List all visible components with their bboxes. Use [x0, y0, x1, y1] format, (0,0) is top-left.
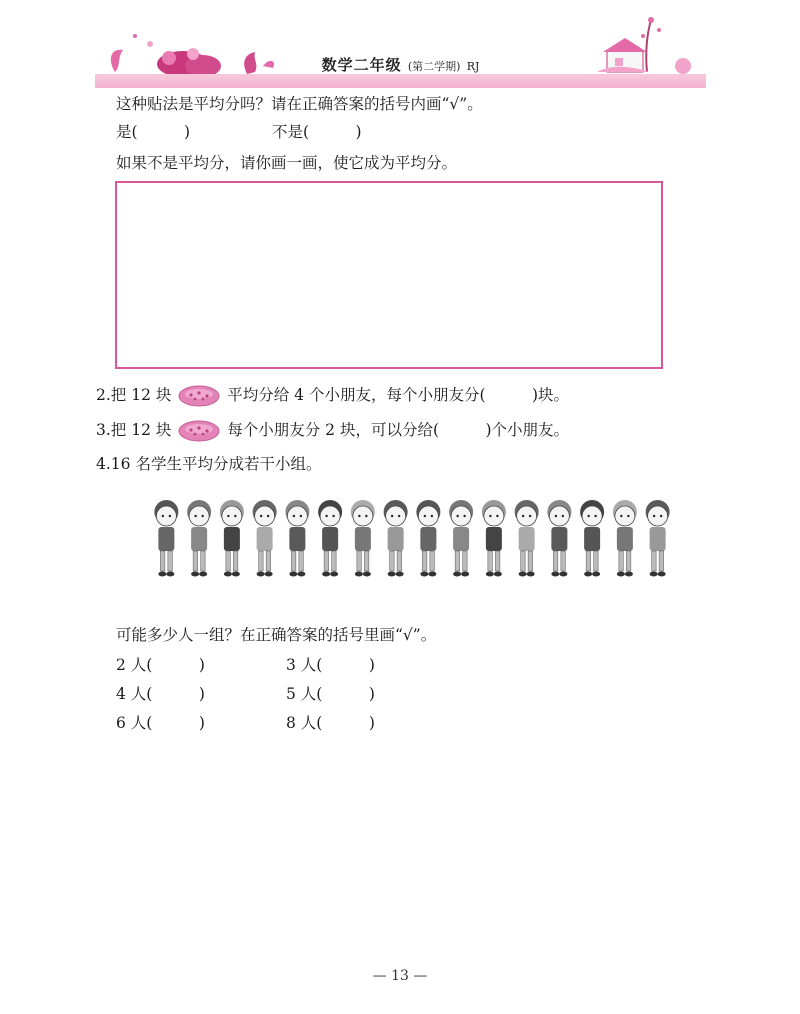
child-figure: [482, 500, 506, 577]
header-band: [95, 74, 706, 88]
book-edition: RJ: [466, 60, 480, 73]
header-title: [95, 54, 706, 75]
q4-option: 8 人( ): [286, 714, 375, 732]
q1-option-no: 不是( ): [272, 123, 362, 141]
children-illustration: [150, 490, 674, 582]
q4-option: 3 人( ): [286, 656, 375, 674]
book-term: (第二学期): [407, 60, 461, 73]
drawing-answer-box[interactable]: [115, 181, 663, 369]
child-figure: [384, 500, 408, 577]
q4-option: 4 人( ): [116, 685, 205, 703]
q1-option-yes: 是( ): [116, 123, 191, 141]
q1-instruction: 如果不是平均分，请你画一画，使它成为平均分。: [116, 154, 458, 172]
book-title: 数学二年级: [321, 56, 402, 74]
child-figure: [351, 500, 375, 577]
q3-text-after: 每个小朋友分 2 块，可以分给( )个小朋友。: [227, 421, 570, 439]
child-figure: [154, 500, 178, 577]
child-figure: [449, 500, 473, 577]
cookie-icon: [178, 420, 220, 442]
child-figure: [515, 500, 539, 577]
q3-line: [96, 420, 569, 442]
page-number: — 13 —: [372, 968, 428, 984]
child-figure: [580, 500, 604, 577]
q1-question: 这种贴法是平均分吗？请在正确答案的括号内画“√”。: [116, 95, 483, 113]
child-figure: [547, 500, 571, 577]
q2-text-before: 2.把 12 块: [96, 386, 172, 404]
child-figure: [220, 500, 244, 577]
q4-option: 6 人( ): [116, 714, 205, 732]
child-figure: [253, 500, 277, 577]
q2-line: [96, 385, 569, 407]
q4-option: 2 人( ): [116, 656, 205, 674]
child-figure: [187, 500, 211, 577]
q2-text-after: 平均分给 4 个小朋友，每个小朋友分( )块。: [227, 386, 570, 404]
q4-question: 4.16 名学生平均分成若干小组。: [96, 455, 322, 473]
page-header: [95, 14, 706, 90]
child-figure: [285, 500, 309, 577]
q4-prompt: 可能多少人一组？在正确答案的括号里画“√”。: [116, 626, 437, 644]
cookie-icon: [178, 385, 220, 407]
q3-text-before: 3.把 12 块: [96, 421, 172, 439]
q4-option: 5 人( ): [286, 685, 375, 703]
child-figure: [416, 500, 440, 577]
child-figure: [646, 500, 670, 577]
child-figure: [318, 500, 342, 577]
child-figure: [613, 500, 637, 577]
